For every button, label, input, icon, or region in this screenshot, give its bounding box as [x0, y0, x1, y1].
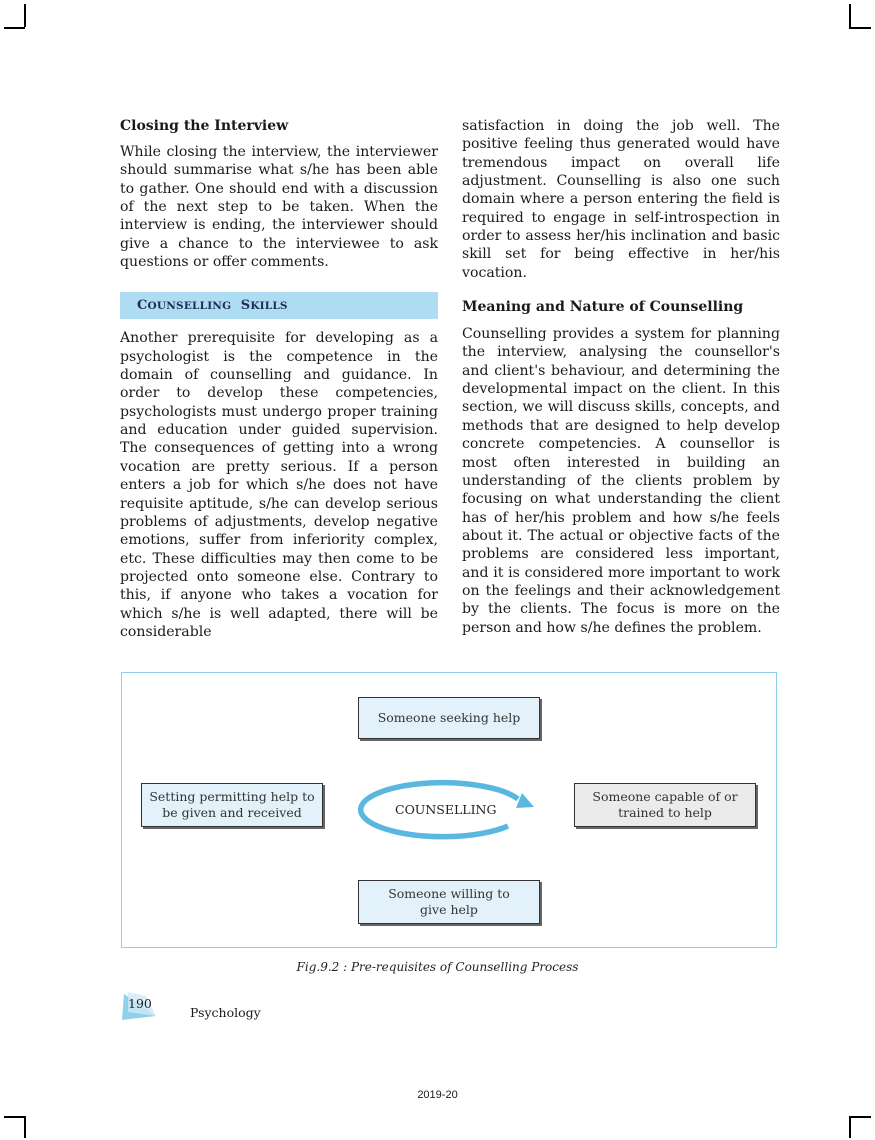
paragraph-counselling-skills: Another prerequisite for developing as a psychologist is the competence in the domain of counselling and guidance. In order to develop these competencies, psychologists must undergo proper training and education under guided supervision. The consequences of getting into a wrong vocation are pretty serious. If a person enters a job for which s/he does not have requisite aptitude, s/he can develop serious problems of adjustments, develop negative emotions, suffer from inferiority complex, etc. These difficulties may then come to be projected onto someone else. Contrary to this, if anyone who takes a vocation for which s/he is well adapted, there will be considerable [120, 330, 438, 640]
box-setting-permitting-help: Setting permitting help to be given and received [141, 783, 323, 827]
section-initial-1: C [137, 298, 148, 314]
crop-mark-bottom-left-v [24, 1116, 26, 1138]
section-rest-1: OUNSELLING [147, 300, 232, 313]
paragraph-continued: satisfaction in doing the job well. The positive feeling thus generated would have tremendous impact on overall life adjustment. Counselling is also one such domain where a person entering the field is required to engage in self-introspection in order to assess her/his inclination and basic skill set for being effective in her/his vocation. [462, 118, 780, 281]
figure-caption: Fig.9.2 : Pre-requisites of Counselling Process [296, 960, 579, 974]
book-title: Psychology [190, 1005, 261, 1020]
box-someone-willing: Someone willing to give help [358, 880, 540, 924]
label-counselling: COUNSELLING [395, 802, 497, 817]
year-label: 2019-20 [417, 1089, 458, 1101]
page-number: 190 [128, 996, 152, 1011]
crop-mark-bottom-left-h [4, 1116, 25, 1118]
crop-mark-top-left-h [4, 27, 25, 29]
left-column [120, 117, 438, 641]
figure-counselling-process [121, 672, 777, 948]
heading-meaning-nature: Meaning and Nature of Counselling [462, 299, 744, 316]
paragraph-meaning-nature: Counselling provides a system for planning the interview, analysing the counsellor's and client's behaviour, and determining the developmental impact on the client. In this section, we will discuss skills, concepts, and methods that are designed to help develop concrete competencies. A counsellor is most often interested in building an understanding of the clients problem by focusing on what understanding the client has of her/his problem and how s/he feels about it. The actual or objective facts of the problems are considered less important, and it is considered more important to work on the feelings and their acknowledgement by the clients. The focus is more on the person and how s/he defines the problem. [462, 326, 780, 636]
right-column [462, 117, 780, 637]
paragraph-closing-interview: While closing the interview, the interviewer should summarise what s/he has been able to gather. One should end with a discussion of the next step to be taken. When the interview is ending, the interviewer should give a chance to the interviewee to ask questions or offer comments. [120, 144, 438, 271]
crop-mark-bottom-right-v [849, 1116, 851, 1138]
crop-mark-bottom-right-h [849, 1116, 871, 1118]
crop-mark-top-right-h [849, 27, 871, 29]
page-number-badge [122, 990, 158, 1020]
crop-mark-top-right-v [849, 4, 851, 27]
section-rest-2: KILLS [250, 300, 288, 313]
section-bar-counselling-skills [120, 292, 438, 319]
box-someone-seeking-help: Someone seeking help [358, 697, 540, 739]
heading-closing-interview: Closing the Interview [120, 118, 289, 134]
section-initial-2: S [240, 298, 251, 314]
crop-mark-top-left-v [24, 4, 26, 27]
box-someone-capable: Someone capable of or trained to help [574, 783, 756, 827]
